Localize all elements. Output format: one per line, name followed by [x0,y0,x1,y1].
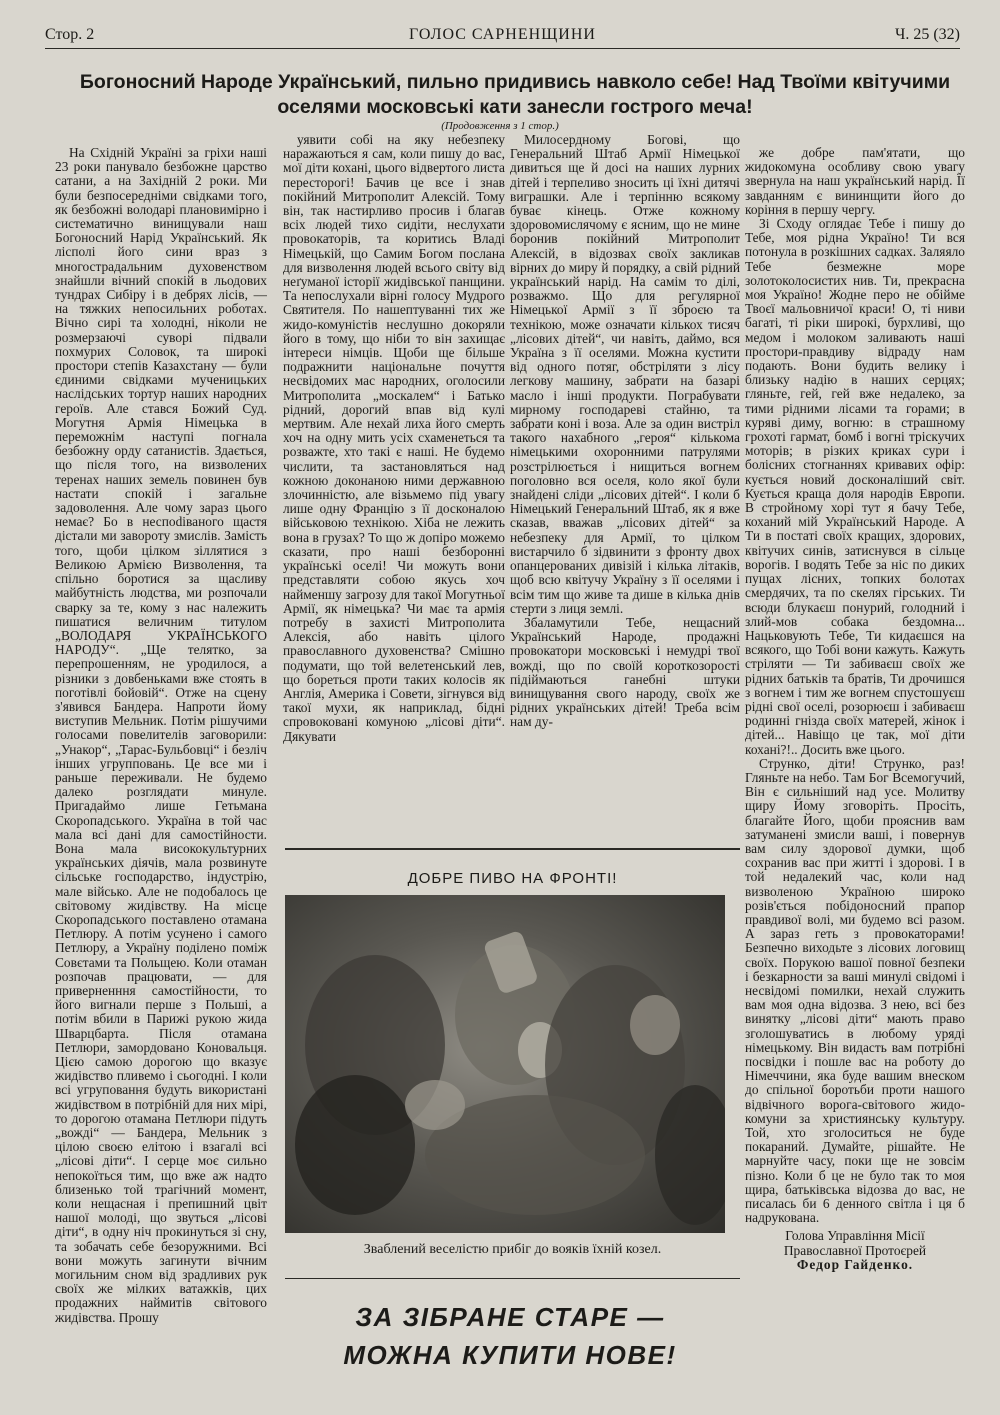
paragraph: уявити собі на яку небезпеку наражаються я сам, коли пишу до вас, мої діти кохані, цього відвертого листа пересторогі! Бачив це все і знав покійний Митрополит Алексій. Тому він, так настирливо просив і благав всіх людей тихо сидіти, неслухати провокаторів, та коритись Владі Німецькій, що Самим Богом послана для визволення людей всього світу від неґуманої історії жидівської панщини. Та непослухали вірні голосу Мудрого Святителя. По нашептуванні тих же жидо-комуністів неслушно докоряли його в тому, що ніби то він захищає інтереси німців. Щоби ще більше подражнити національне почуття несвідомих мас народних, оголосили Митрополита „москалем“ і Батько рідний, дорогий впав від кулі мертвим. Але нехай лиха його смерть хоч на одну мить усіх схаменеться та розважте, хто такі є наші. Не будемо числити, та застановляться над кожною доконаною ними державною злочинністю, але візьмемо під увагу лише одну Францію з її досконалою військовою технікою. Хіба не лежить вона в грузах? То що ж допіро можемо сказати, про наші безборонні українські оселі! Чи можуть вони представляти собою якусь хоч найменшу загрозу для такої Могутньої Армії, як німецька? Чи має та армія потребу в захисті Митрополита Алексія, або навіть цілого православного духовенства? Смішно подумати, що той велетенський лев, що бореться проти таких колосів як Англія, Америка і Совети, зігнувся від такої мухи, як наприклад, бідні спровоковані комуною „лісові діти“. Дякувати [283,133,505,744]
advertisement-slogan [290,1293,730,1403]
photo-image-icon [285,895,725,1233]
paragraph: Зі Сходу оглядає Тебе і пишу до Тебе, моя рідна Україно! Ти вся потонула в розкішних садках. Заляяло Тебе безмежне море золотоколосистих нив. Ти, прекрасна моя Україно! Жодне перо не обійме Твоєї мальовничої краси! О, ті ниви багаті, ті ріки широкі, бурхливі, що медом і молоком заливають наші простори-правдиву відраду нам подають. Вони будить велику і близьку надію в наших серцях; гляньте, гей, гей вже недалеко, за тими рідними лісами та горами; в курявi диму, вогню: в страшному грохоті гармат, бомб і вогні тріскучих моторів; в різких криках сури і болісних стогнаннях кривавих офір: кується новий досконаліший світ. Кується краща доля народів Европи. В стройному хорі тут я бачу Тебе, коханий мій Український Народе. А Ти в постаті своїх кращих, здорових, квітучих синів, затиснувся в сільце ворогів. І водять Тебе за ніс по диких пущах лісних, топких болотах смердячих, та по скелях гірських. Ти всюди блукаєш понурий, голодний і злий-мов собака бездомна... Нацьковують Тебе, Ти кидаєшся на всякого, що Тобі вони кажуть. Кажуть стріляти — Ти забиваєш своїх же рідних батьків та братів, Ти дрочишся з вогнем і тим же вогнем спустошуєш рідні свої оселі, розорюєш і забиваєш родинні гнізда своїх матерей, жінок і дітей... Навіщо це так, мої діти кохані?!.. Досить вже цього. [745,216,965,757]
slogan-line-1: ЗА ЗІБРАНЕ СТАРЕ — [355,1302,665,1332]
article-headline: Богоносний Народе Український, пильно придивись навколо себе! Над Твоїми квітучими оселями московські кати занесли гострого меча! [79,71,951,118]
issue-number: Ч. 25 (32) [894,26,960,43]
soldiers-photo [285,895,725,1233]
running-header [45,26,960,49]
paragraph: На Східній Україні за гріхи наші 23 роки панувало безбожне царство сатани, а на Західній 2 роки. Ми були безпосередніми свідками того, як безбожні володарі плановимірно і систематично винищували наш Богоносний Нарід Український. Як лісполі його сини враз з многострадальним духовенством знайшли вічний спокій в льодових тундрах Сибіру і в дебрях лісів, — на тяжких непосильних роботах. Вічно сирі та холодні, ніколи не розмерзаючі суворі підвали похмурих Соловок, та широкі простори степів Казахстану — були єдиними свідками мученицьких наслідських тортур наших народних героїв. Але стався Божий Суд. Могутня Армія Німецька в переможнім наступі погнала безбожну орду сатанистів. Здається, що після того, на визволених теренах наших земель повинен був настати спокій і загальне задоволення. Але чому зараз цього немає? Бо в неспodіваного щастя дістали ми завороту змислів. Замість того, щоби цілком зіллятися з Великою Армією Визволення, та спільно боротися за щасливу майбутність людства, ми розпочали сварку за те, кому з нас належить пишатися величним титулом „ВОЛОДАРЯ УКРАЇНСЬКОГО НАРОДУ“. „Ще телятко, за перепрошенням, не уродилося, а різники з довбеньками вже стоять в поготівлі бойовій“. Отже на сцену з'явився Бандера. Напроти йому виступив Мельник. Потім рішучими голосами повелителів заговорили: „Унакор“, „Тарас-Бульбовці“ і безліч інших угрупповань. Це все ми і раньше переживали. Не будемо далеко розглядати минуле. Пригадаймо лише Гетьмана Скоропадського. Україна в той час мала всі дані для самостійности. Вона мала висококультурних українських діячів, мала розвинуте сільське господарство, індустрію, мале військо. Але не подобалось це світовому жидівству. На місце Скоропадського поставлено отамана Петлюру. А потім усунено і самого Петлюру, а Україну поділено поміж Совєтами та Польщею. Коли отаман розпочав працювати, — для приверненння самостійности, то його вигнали перше з Польші, а потім вбили в Парижі рукою жида Шварцбарта. Після отамана Петлюри, замордовано Коновальця. Цією самою дорогою що вказує жидівство пливемо і сьогодні. І коли всі угруповання будуть використані жидівством в потрібній для них мірі, то дорогою отамана Петлюри підуть „вожді“ — Бандера, Мельник з цілою своєю елітою і взагалі всі „лісові діти“. І серце моє сильно непокоїться тим, що вже аж надто близенько той трагічний момент, коли нещасная і препишний цвіт нашої молоді, що звуться „лісові діти“, в одну ніч прокинуться зі сну, та зобачать себе безоружними. Всі вони можуть загинути вічним могильним сном від зрадливих рук своїх же мілких ватажків, цих продажних наймитів світового жидівства. Прошу [55,146,267,1325]
continued-note: (Продовження з 1 стор.) [441,120,559,132]
text-column-3 [510,133,740,833]
signature-title: Голова Управління Місії Православної Протоєрей [783,1228,927,1258]
paragraph: же добре пам'ятати, що жидокомуна особливу свою увагу звернула на наш український нарід. Її завданням є вининщити його до коріння в першу чергу. [745,146,965,217]
newspaper-title: ГОЛОС САРНЕНЩИНИ [409,26,596,43]
photo-title: ДОБРЕ ПИВО НА ФРОНТІ! [407,870,618,887]
signature-name: Федор Гайденко. [796,1256,914,1272]
text-column-2 [283,133,505,833]
photo-box [285,848,740,1279]
text-column-4 [745,146,965,1386]
slogan-line-2: МОЖНА КУПИТИ НОВЕ! [343,1340,677,1370]
signature-block [745,1229,965,1272]
photo-caption: Зваблений веселістю прибіг до вояків їхній козел. [363,1242,662,1257]
paragraph: Струнко, діти! Струнко, раз! Гляньте на небо. Там Бог Всемогучий, Він є сильніший над усе. Молитву щиру Йому зговоріть. Просіть, благайте Його, щоби прояснив вам затуманені змисли ваші, і повернув вам силу здорової думки, щоб сохранив вас при житті і здорові. І в той недалекий час, коли над визволеною Україною широко розів'ється побідоносний прапор правдивої волі, ми будемо всі разом. А зараз геть з провокаторами! Безпечно виходьте з лісових логовищ своїх. Порукою вашої повної безпеки і безкарности за ваші минулі свідомі і несвідомі помилки, нехай служить вам моя одна відозва. З нею, всі без винятку „лісові діти“ мають право зголошуватись в любому уряді німецькому. Він видасть вам потрібні посвідки і пошле вас на роботу до Німеччини, яка буде вашим внеском до спільної боротьби проти нашого відвічного ворога-світового жидо-комуни за християнську культуру. Той, хто зголоситься не буде покараний. Думайте, рішайте. Не марнуйте часу, поки ще не зовсім пізно. Коли б це не було так то моя щира, батьківська відозва до вас, не писалась би 6 денного світла і ця б надрукована. [745,755,965,1226]
text-column-1 [55,146,267,1386]
paragraph: Милосердному Богові, що Генеральний Штаб Армії Німецької дивиться ще й досі на наших лурних дітей і терпеливо зносить ці їхні дитячі виграшки. Але і терпінню всякому буває кінець. Отже кожному здоровомислячому є ясним, що не мине боронив покійний Митрополит Алексій, в відозвах своїх закликав вірних до миру й порядку, а свій рідний український нарід. На самім то ділі, розважмо. Що для регулярної Німецької Армії з її зброєю та технікою, може означати кількох тисяч „лісових дітей“, чи навіть, даймо, вся Україна з її оселями. Можна кустити від одного потяг, обстріляти з лісу легкову машину, забрати на базарі масло і інші продукти. Пограбувати мирному господареві стайню, та забрати коні і воза. Але за один вистріл такого нахабного „героя“ кількома німецькими охоронними патрулями розстрілюється і нищиться вогнем поголовно вся оселя, коло якої були знайдені сліди „лісових дітей“. І коли б Німецький Генеральний Штаб, як я вже сказав, вважав „лісових дітей“ за небезпеку для Армії, то цілком вистарчило б зідвинити з фронту двох опанцерованих дивізій і кілька літаків, щоб всю квітучу Україну з її оселями і всім тим що живе та дише в кілька днів стерти з лиця землі. [510,133,740,616]
paragraph: Збаламутили Тебе, нещасний Український Народе, продажні провокатори московські і немудрі твої вожді, що по своїй короткозорості підіймаються ганебні штуки винищування свого народу, своїх же рідних українських дітей! Треба всім нам ду- [510,614,740,730]
page-number: Стор. 2 [45,26,95,43]
